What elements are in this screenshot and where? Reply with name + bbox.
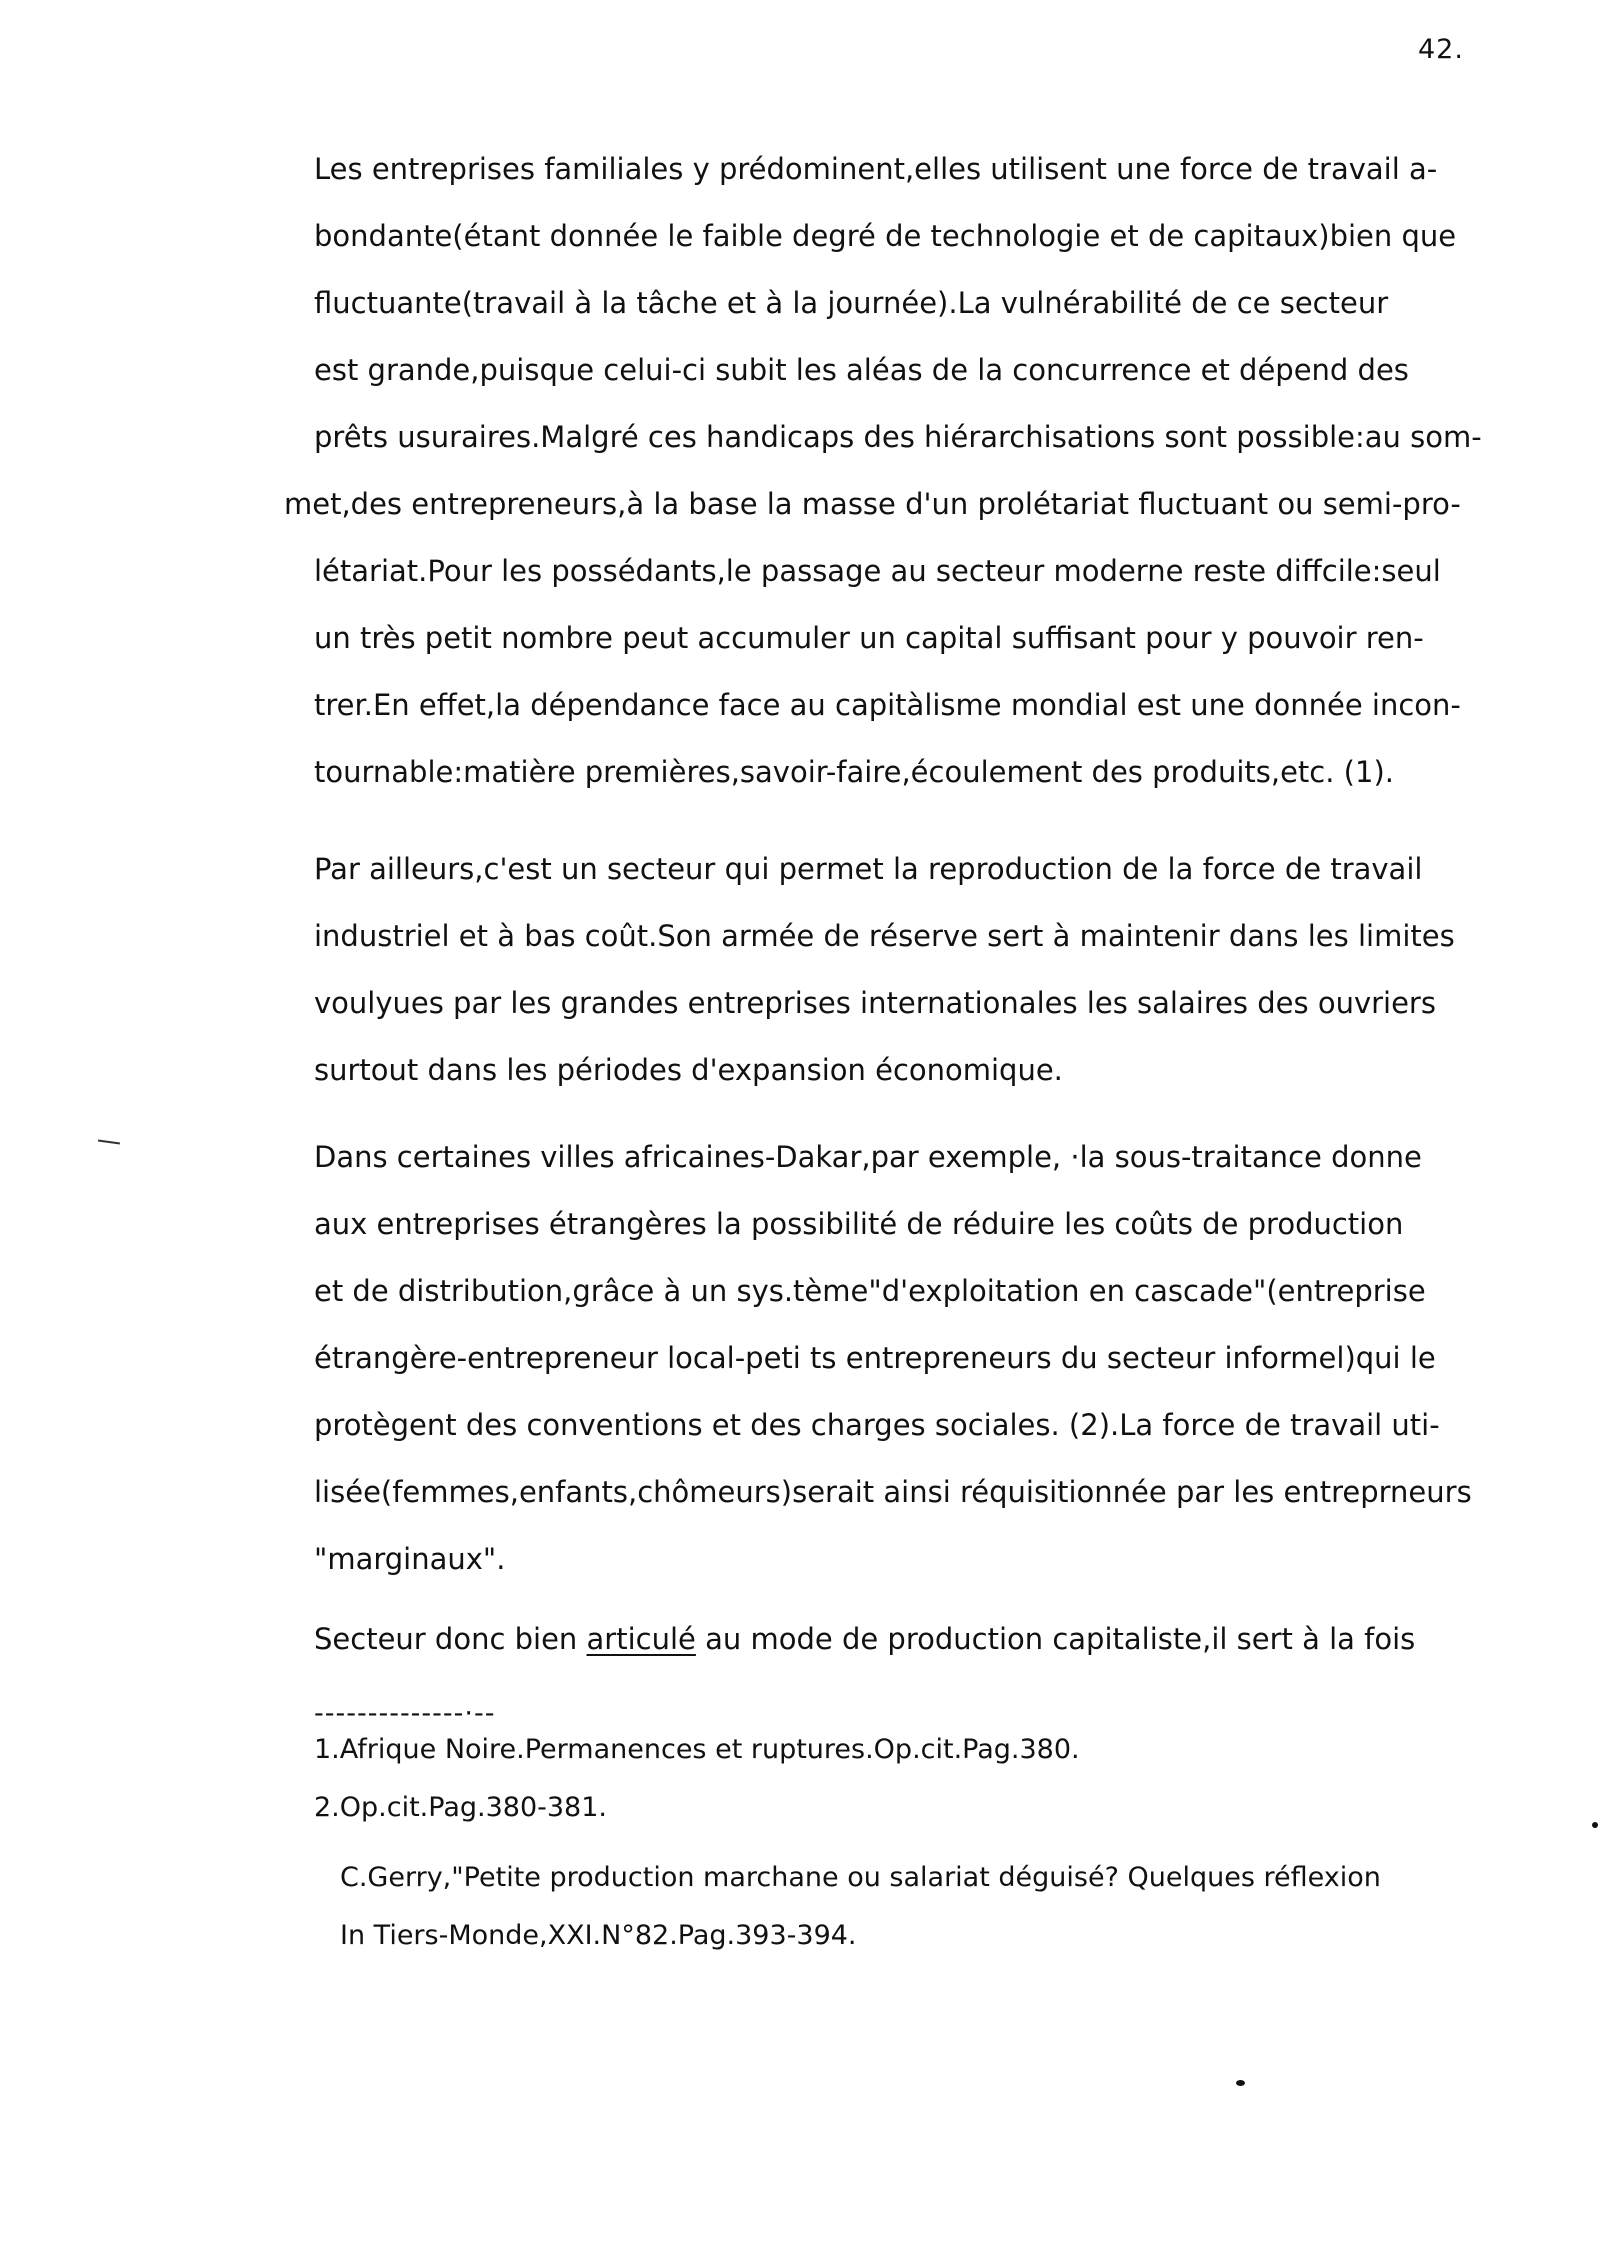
p3-line-1: Dans certaines villes africaines-Dakar,par exemple, ·la sous-traitance donne xyxy=(314,1140,1422,1174)
p1-line-8: un très petit nombre peut accumuler un capital suffisant pour y pouvoir ren- xyxy=(314,621,1424,655)
footnote-2-ref-line-1: C.Gerry,"Petite production marchane ou salariat déguisé? Quelques réflexion xyxy=(340,1862,1381,1893)
footnote-2-ref-line-2: In Tiers-Monde,XXI.N°82.Pag.393-394. xyxy=(340,1920,857,1951)
p2-line-2: industriel et à bas coût.Son armée de réserve sert à maintenir dans les limites xyxy=(314,919,1455,953)
p1-line-2: bondante(étant donnée le faible degré de technologie et de capitaux)bien que xyxy=(314,219,1457,253)
p3-line-4: étrangère-entrepreneur local-peti ts entrepreneurs du secteur informel)qui le xyxy=(314,1341,1436,1375)
p2-line-1: Par ailleurs,c'est un secteur qui permet la reproduction de la force de travail xyxy=(314,852,1423,886)
p1-line-5: prêts usuraires.Malgré ces handicaps des hiérarchisations sont possible:au som- xyxy=(314,420,1482,454)
p4-text-before: Secteur donc bien xyxy=(314,1622,587,1656)
p3-line-7: "marginaux". xyxy=(314,1542,506,1576)
p1-line-7: létariat.Pour les possédants,le passage au secteur moderne reste diffcile:seul xyxy=(314,554,1441,588)
p2-line-3: voulyues par les grandes entreprises internationales les salaires des ouvriers xyxy=(314,986,1436,1020)
p4-underlined-word: articulé xyxy=(586,1622,696,1656)
ink-speck xyxy=(1236,2080,1245,2086)
footnote-2: 2.Op.cit.Pag.380-381. xyxy=(314,1792,607,1823)
p1-line-10: tournable:matière premières,savoir-faire,écoulement des produits,etc. (1). xyxy=(314,755,1394,789)
p3-line-6: lisée(femmes,enfants,chômeurs)serait ainsi réquisitionnée par les entreprneurs xyxy=(314,1475,1472,1509)
p3-line-2: aux entreprises étrangères la possibilité de réduire les coûts de production xyxy=(314,1207,1404,1241)
p1-line-4: est grande,puisque celui-ci subit les aléas de la concurrence et dépend des xyxy=(314,353,1409,387)
p1-line-6: met,des entrepreneurs,à la base la masse d'un prolétariat fluctuant ou semi-pro- xyxy=(284,487,1461,521)
p1-line-1: Les entreprises familiales y prédominent,elles utilisent une force de travail a- xyxy=(314,152,1438,186)
p1-line-3: fluctuante(travail à la tâche et à la journée).La vulnérabilité de ce secteur xyxy=(314,286,1389,320)
p4-line-1 xyxy=(314,1622,1415,1656)
footnote-1: 1.Afrique Noire.Permanences et ruptures.Op.cit.Pag.380. xyxy=(314,1734,1080,1765)
page-number: 42. xyxy=(1418,34,1464,65)
footnote-separator: --------------·-- xyxy=(314,1698,496,1729)
ink-speck xyxy=(1592,1822,1598,1828)
p4-text-after: au mode de production capitaliste,il sert à la fois xyxy=(695,1622,1416,1656)
p3-line-5: protègent des conventions et des charges sociales. (2).La force de travail uti- xyxy=(314,1408,1440,1442)
p3-line-3: et de distribution,grâce à un sys.tème"d'exploitation en cascade"(entreprise xyxy=(314,1274,1426,1308)
p2-line-4: surtout dans les périodes d'expansion économique. xyxy=(314,1053,1063,1087)
p1-line-9: trer.En effet,la dépendance face au capitàlisme mondial est une donnée incon- xyxy=(314,688,1461,722)
margin-stroke xyxy=(98,1139,120,1144)
